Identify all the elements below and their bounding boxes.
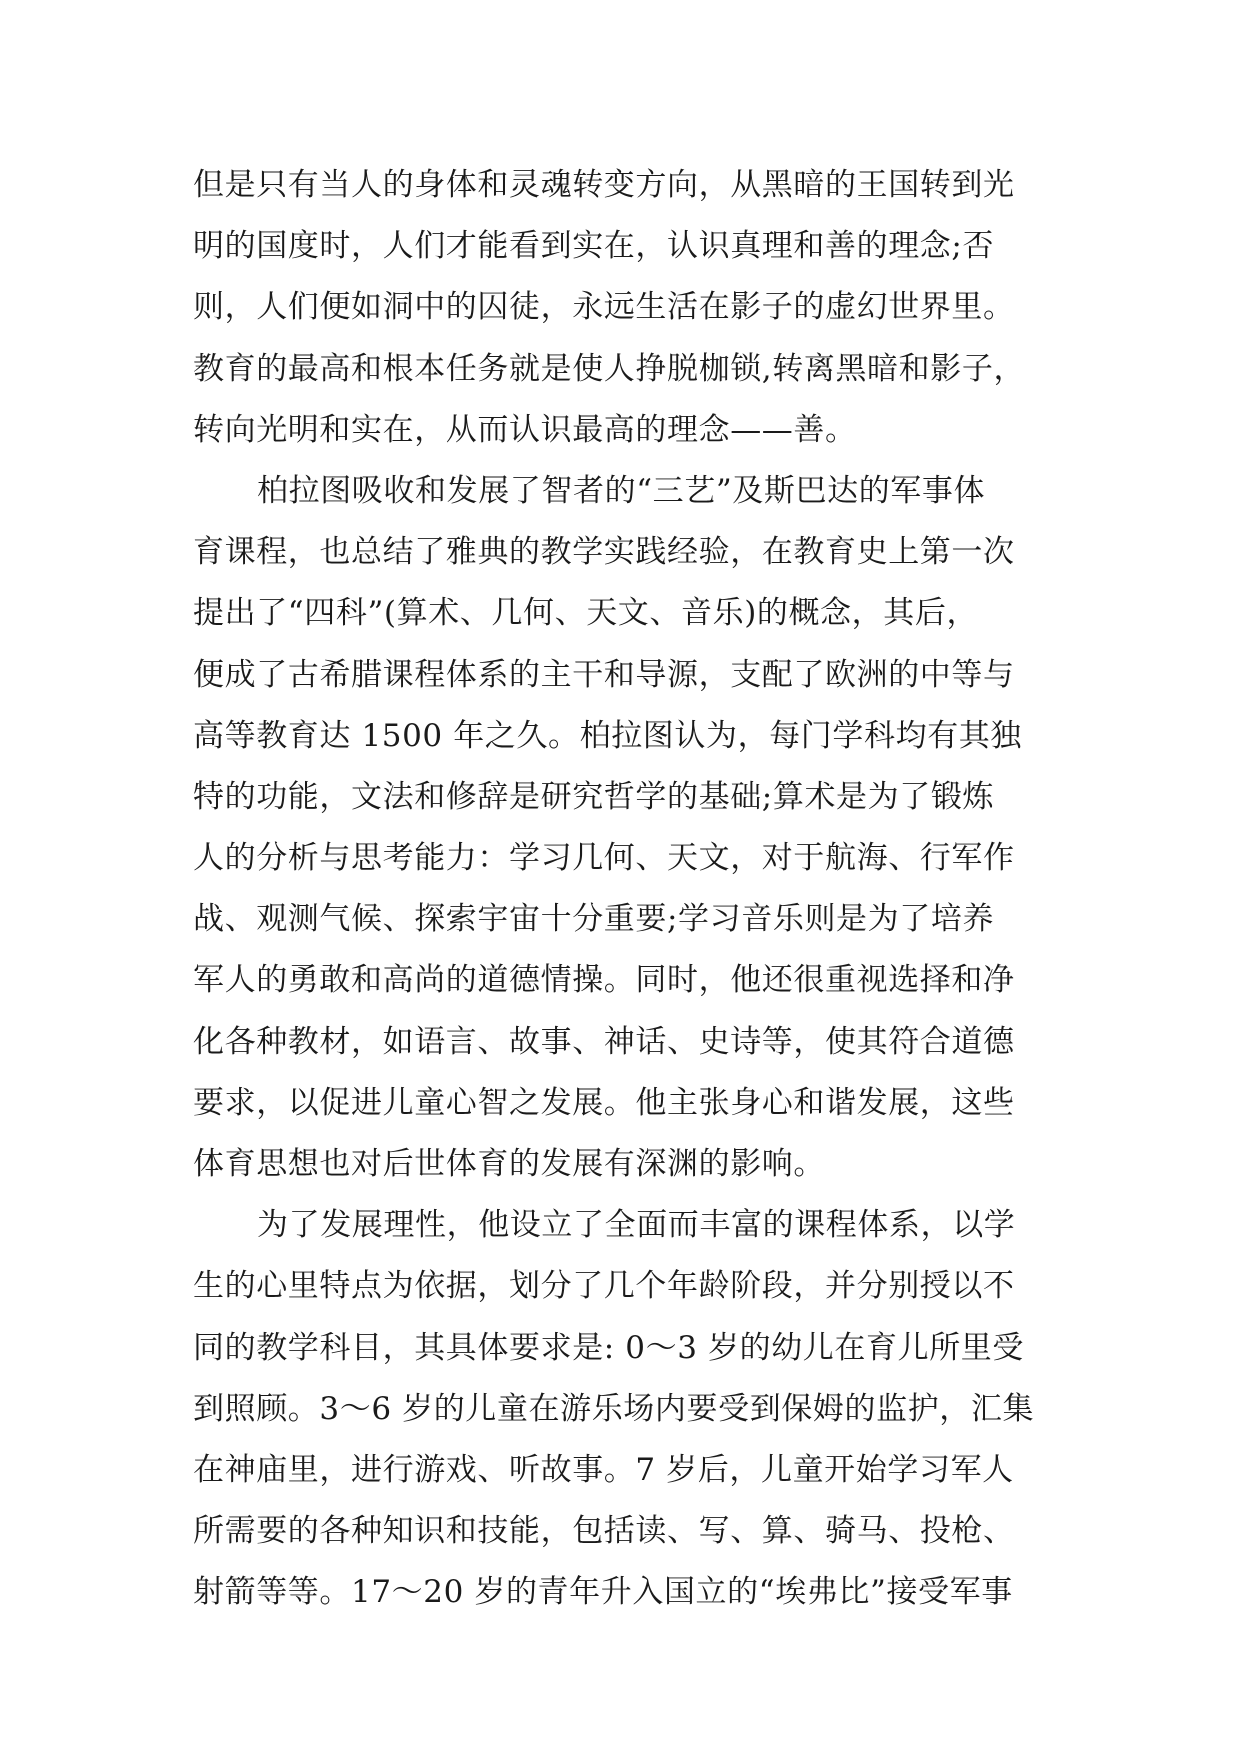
text-line: 教育的最高和根本任务就是使人挣脱枷锁,转离黑暗和影子，: [193, 350, 1026, 387]
text-line: 转向光明和实在，从而认识最高的理念——善。: [193, 411, 857, 448]
text-line: 军人的勇敢和高尚的道德情操。同时，他还很重视选择和净: [193, 962, 1015, 999]
text-line: 同的教学科目，其具体要求是: 0～3 岁的幼儿在育儿所里受: [193, 1329, 1024, 1366]
text-line: 人的分析与思考能力：学习几何、天文，对于航海、行军作: [193, 840, 1015, 877]
text-line: 生的心里特点为依据，划分了几个年龄阶段，并分别授以不: [193, 1268, 1015, 1305]
text-line: 柏拉图吸收和发展了智者的“三艺”及斯巴达的军事体: [257, 472, 986, 509]
text-line: 射箭等等。17～20 岁的青年升入国立的“埃弗比”接受军事: [193, 1574, 1013, 1611]
text-line: 高等教育达 1500 年之久。柏拉图认为，每门学科均有其独: [193, 717, 1022, 754]
text-line: 化各种教材，如语言、故事、神话、史诗等，使其符合道德: [193, 1023, 1015, 1060]
body-text: [193, 155, 1073, 1624]
text-line: 所需要的各种知识和技能，包括读、写、算、骑马、投枪、: [193, 1513, 1015, 1550]
text-line: 要求，以促进儿童心智之发展。他主张身心和谐发展，这些: [193, 1084, 1015, 1121]
text-line: 在神庙里，进行游戏、听故事。7 岁后，儿童开始学习军人: [193, 1451, 1014, 1488]
text-line: 体育思想也对后世体育的发展有深渊的影响。: [193, 1146, 825, 1182]
text-line: 为了发展理性，他设立了全面而丰富的课程体系，以学: [257, 1207, 1016, 1244]
text-line: 但是只有当人的身体和灵魂转变方向，从黑暗的王国转到光: [193, 167, 1015, 203]
text-line: 便成了古希腊课程体系的主干和导源，支配了欧洲的中等与: [193, 656, 1015, 693]
text-line: 战、观测气候、探索宇宙十分重要;学习音乐则是为了培养: [193, 901, 995, 938]
text-line: 提出了“四科”(算术、几何、天文、音乐)的概念，其后，: [193, 595, 979, 632]
text-line: 育课程，也总结了雅典的教学实践经验，在教育史上第一次: [193, 534, 1015, 571]
text-line: 则，人们便如洞中的囚徒，永远生活在影子的虚幻世界里。: [193, 289, 1015, 326]
text-line: 到照顾。3～6 岁的儿童在游乐场内要受到保姆的监护，汇集: [193, 1390, 1035, 1427]
text-line: 特的功能，文法和修辞是研究哲学的基础;算术是为了锻炼: [193, 778, 995, 815]
text-line: 明的国度时，人们才能看到实在，认识真理和善的理念;否: [193, 228, 995, 265]
